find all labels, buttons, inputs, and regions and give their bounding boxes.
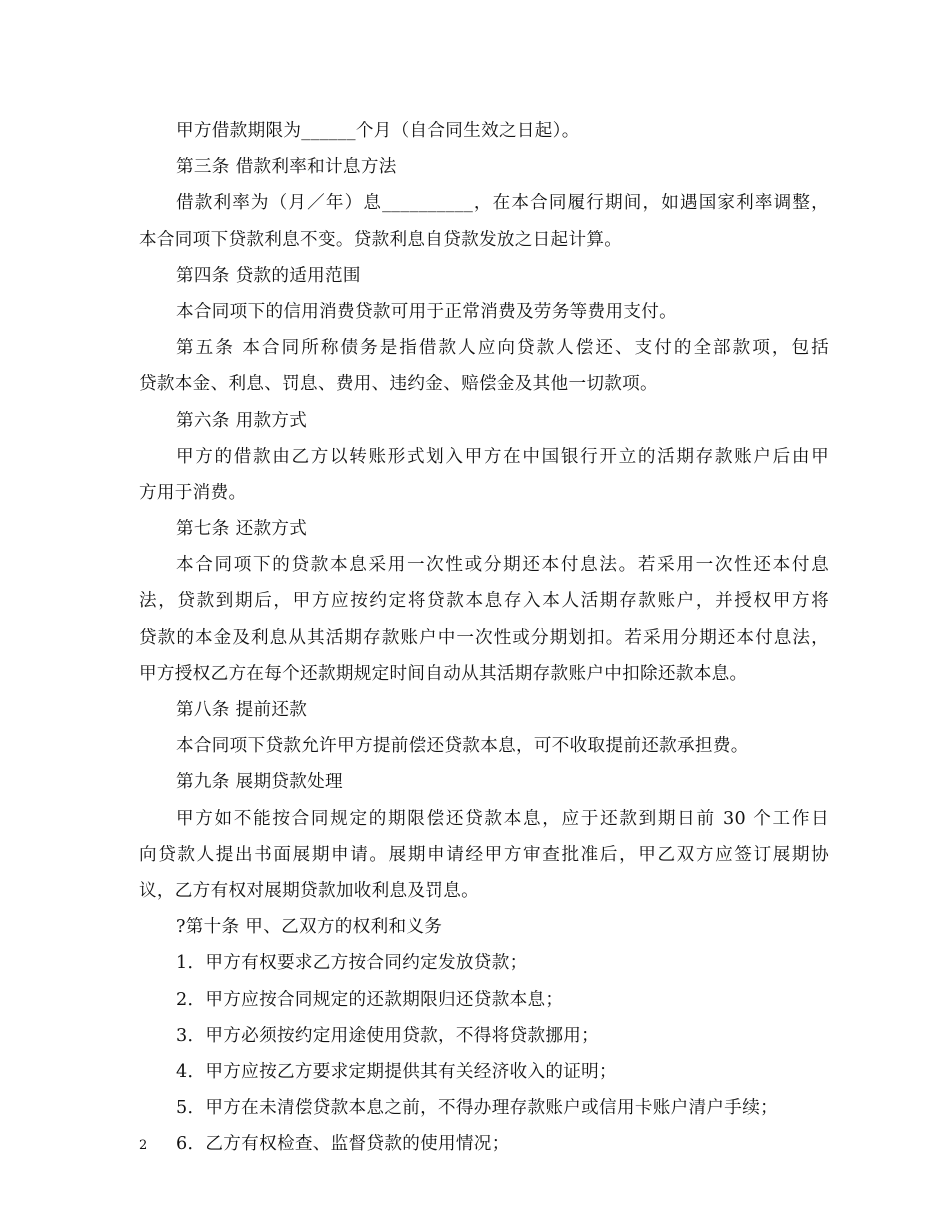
text-line: 第四条 贷款的适用范围 [176,265,361,286]
text-line: 甲方如不能按合同规定的期限偿还贷款本息，应于还款到期日前 30 个工作日 [176,808,829,829]
text-line: 第七条 还款方式 [176,519,308,540]
page-number: 2 [139,1138,148,1153]
text-line: 本合同项下贷款利息不变。贷款利息自贷款发放之日起计算。 [139,229,623,250]
text-line: 5．甲方在未清偿贷款本息之前，不得办理存款账户或信用卡账户清户手续； [176,1098,778,1119]
text-line: 方用于消费。 [139,482,247,503]
text-line: 法，贷款到期后，甲方应按约定将贷款本息存入本人活期存款账户，并授权甲方将 [139,591,829,612]
text-line: 2．甲方应按合同规定的还款期限归还贷款本息； [176,989,564,1010]
text-line: 第八条 提前还款 [176,700,308,720]
text-line: ?第十条 甲、乙双方的权利和义务 [176,917,443,938]
text-line: 4．甲方应按乙方要求定期提供其有关经济收入的证明； [176,1061,617,1082]
text-line: 借款利率为（月／年）息__________，在本合同履行期间，如遇国家利率调整， [176,193,829,214]
text-line: 议，乙方有权对展期贷款加收利息及罚息。 [139,880,479,901]
text-line: 第三条 借款利率和计息方法 [176,157,397,178]
text-line: 第九条 展期贷款处理 [176,772,343,793]
text-line: 3．甲方必须按约定用途使用贷款，不得将贷款挪用； [176,1025,600,1046]
text-line: 本合同项下的贷款本息采用一次性或分期还本付息法。若采用一次性还本付息 [176,555,829,576]
text-line: 6．乙方有权检查、监督贷款的使用情况； [176,1134,510,1155]
text-line: 贷款的本金及利息从其活期存款账户中一次性或分期划扣。若采用分期还本付息法， [139,627,829,648]
text-line: 甲方的借款由乙方以转账形式划入甲方在中国银行开立的活期存款账户后由甲 [176,446,829,467]
text-line: 第六条 用款方式 [176,410,308,431]
text-line: 甲方授权乙方在每个还款期规定时间自动从其活期存款账户中扣除还款本息。 [139,663,748,684]
text-line: 1．甲方有权要求乙方按合同约定发放贷款； [176,953,528,974]
text-line: 贷款本金、利息、罚息、费用、违约金、赔偿金及其他一切款项。 [139,374,658,395]
text-line: 第五条 本合同所称债务是指借款人应向贷款人偿还、支付的全部款项，包括 [176,338,829,359]
text-line: 甲方借款期限为______个月（自合同生效之日起）。 [176,121,580,141]
text-line: 向贷款人提出书面展期申请。展期申请经甲方审查批准后，甲乙双方应签订展期协 [139,844,829,865]
body-text [139,113,829,1162]
text-line: 本合同项下的信用消费贷款可用于正常消费及劳务等费用支付。 [176,301,678,322]
text-line: 本合同项下贷款允许甲方提前偿还贷款本息，可不收取提前还款承担费。 [176,736,749,757]
